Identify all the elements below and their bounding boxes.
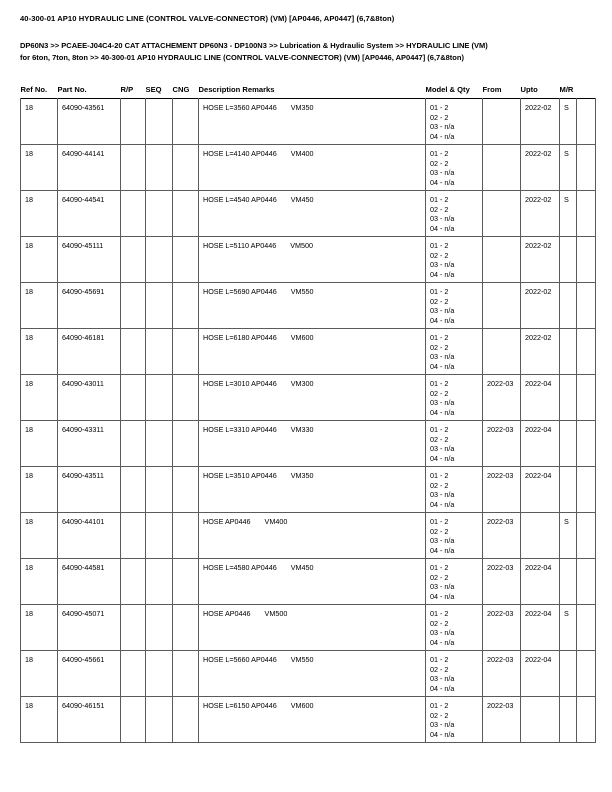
cell-model-qty bbox=[426, 191, 483, 237]
table-row bbox=[21, 375, 596, 421]
cell-seq bbox=[146, 283, 173, 329]
model-qty-line-2: 02 - 2 bbox=[430, 618, 449, 628]
model-qty-line-2: 02 - 2 bbox=[430, 572, 449, 582]
cell-rp bbox=[121, 559, 146, 605]
cell-seq bbox=[146, 605, 173, 651]
model-qty-line-3: 03 - n/a bbox=[430, 628, 455, 638]
cell-mr: S bbox=[560, 99, 577, 145]
cell-model-qty bbox=[426, 145, 483, 191]
description-text: HOSE AP0446 bbox=[203, 609, 251, 618]
column-header-seq: SEQ bbox=[145, 85, 162, 94]
model-qty-line-4: 04 - n/a bbox=[430, 131, 455, 141]
cell-cng bbox=[173, 651, 199, 697]
cell-spacer bbox=[577, 99, 596, 145]
model-qty-line-4: 04 - n/a bbox=[430, 545, 455, 555]
cell-ref-no: 18 bbox=[21, 329, 58, 375]
model-qty-line-2: 02 - 2 bbox=[430, 204, 449, 214]
cell-from: 2022-03 bbox=[483, 513, 521, 559]
model-qty-line-2: 02 - 2 bbox=[430, 480, 449, 490]
cell-mr bbox=[560, 283, 577, 329]
cell-description bbox=[199, 145, 426, 191]
cell-ref-no: 18 bbox=[21, 559, 58, 605]
model-qty-line-3: 03 - n/a bbox=[430, 444, 455, 454]
model-qty-line-4: 04 - n/a bbox=[430, 361, 455, 371]
cell-seq bbox=[146, 651, 173, 697]
cell-seq bbox=[146, 191, 173, 237]
model-qty-line-3: 03 - n/a bbox=[430, 490, 455, 500]
cell-spacer bbox=[577, 651, 596, 697]
cell-from: 2022-03 bbox=[483, 467, 521, 513]
cell-part-no: 64090-43511 bbox=[58, 467, 121, 513]
table-row bbox=[21, 145, 596, 191]
table-row bbox=[21, 605, 596, 651]
description-text: HOSE L=4580 AP0446 bbox=[203, 563, 277, 572]
cell-seq bbox=[146, 513, 173, 559]
model-qty-line-1: 01 - 2 bbox=[430, 195, 449, 204]
cell-part-no: 64090-44581 bbox=[58, 559, 121, 605]
cell-part-no: 64090-45691 bbox=[58, 283, 121, 329]
cell-upto: 2022-04 bbox=[521, 605, 560, 651]
description-model-code: VM450 bbox=[290, 563, 314, 572]
cell-model-qty bbox=[426, 329, 483, 375]
cell-rp bbox=[121, 283, 146, 329]
model-qty-line-1: 01 - 2 bbox=[430, 287, 449, 296]
cell-rp bbox=[121, 329, 146, 375]
model-qty-line-1: 01 - 2 bbox=[430, 333, 449, 342]
cell-rp bbox=[121, 513, 146, 559]
cell-seq bbox=[146, 375, 173, 421]
model-qty-line-4: 04 - n/a bbox=[430, 499, 455, 509]
cell-mr bbox=[560, 421, 577, 467]
model-qty-line-4: 04 - n/a bbox=[430, 453, 455, 463]
model-qty-line-1: 01 - 2 bbox=[430, 241, 449, 250]
model-qty-line-2: 02 - 2 bbox=[430, 296, 449, 306]
cell-from: 2022-03 bbox=[483, 421, 521, 467]
cell-mr bbox=[560, 329, 577, 375]
description-model-code: VM400 bbox=[264, 517, 288, 526]
model-qty-line-3: 03 - n/a bbox=[430, 260, 455, 270]
cell-ref-no: 18 bbox=[21, 283, 58, 329]
model-qty-line-2: 02 - 2 bbox=[430, 664, 449, 674]
cell-upto: 2022-02 bbox=[521, 237, 560, 283]
cell-description bbox=[199, 513, 426, 559]
cell-cng bbox=[173, 145, 199, 191]
cell-mr bbox=[560, 559, 577, 605]
cell-model-qty bbox=[426, 375, 483, 421]
cell-from bbox=[483, 191, 521, 237]
cell-seq bbox=[146, 237, 173, 283]
table-row bbox=[21, 467, 596, 513]
cell-description bbox=[199, 651, 426, 697]
model-qty-line-1: 01 - 2 bbox=[430, 103, 449, 112]
page-title: 40-300-01 AP10 HYDRAULIC LINE (CONTROL VALVE-CONNECTOR) (VM) [AP0446, AP0447] (6,7&8ton) bbox=[20, 14, 395, 23]
cell-upto: 2022-04 bbox=[521, 467, 560, 513]
description-text: HOSE L=6180 AP0446 bbox=[203, 333, 277, 342]
cell-ref-no: 18 bbox=[21, 145, 58, 191]
cell-description bbox=[199, 375, 426, 421]
column-header-description: Description Remarks bbox=[198, 85, 275, 94]
description-text: HOSE L=5660 AP0446 bbox=[203, 655, 277, 664]
model-qty-line-3: 03 - n/a bbox=[430, 674, 455, 684]
cell-upto: 2022-02 bbox=[521, 99, 560, 145]
cell-description bbox=[199, 421, 426, 467]
cell-cng bbox=[173, 467, 199, 513]
cell-part-no: 64090-43311 bbox=[58, 421, 121, 467]
table-header-row bbox=[21, 85, 596, 99]
cell-description bbox=[199, 697, 426, 743]
model-qty-line-3: 03 - n/a bbox=[430, 536, 455, 546]
column-header-rp: R/P bbox=[120, 85, 134, 94]
cell-seq bbox=[146, 467, 173, 513]
cell-mr bbox=[560, 237, 577, 283]
cell-upto: 2022-04 bbox=[521, 559, 560, 605]
model-qty-line-2: 02 - 2 bbox=[430, 710, 449, 720]
cell-part-no: 64090-44141 bbox=[58, 145, 121, 191]
cell-upto: 2022-02 bbox=[521, 329, 560, 375]
cell-ref-no: 18 bbox=[21, 237, 58, 283]
cell-rp bbox=[121, 99, 146, 145]
cell-seq bbox=[146, 145, 173, 191]
cell-mr bbox=[560, 697, 577, 743]
cell-upto bbox=[521, 513, 560, 559]
model-qty-line-3: 03 - n/a bbox=[430, 398, 455, 408]
description-model-code: VM450 bbox=[290, 195, 314, 204]
table-row bbox=[21, 651, 596, 697]
cell-seq bbox=[146, 421, 173, 467]
cell-spacer bbox=[577, 421, 596, 467]
cell-ref-no: 18 bbox=[21, 421, 58, 467]
column-header-spacer bbox=[577, 85, 596, 99]
cell-mr: S bbox=[560, 191, 577, 237]
description-model-code: VM350 bbox=[290, 471, 314, 480]
cell-part-no: 64090-46151 bbox=[58, 697, 121, 743]
cell-upto: 2022-02 bbox=[521, 283, 560, 329]
description-model-code: VM600 bbox=[290, 701, 314, 710]
cell-seq bbox=[146, 329, 173, 375]
cell-spacer bbox=[577, 467, 596, 513]
cell-description bbox=[199, 191, 426, 237]
model-qty-line-1: 01 - 2 bbox=[430, 655, 449, 664]
model-qty-line-1: 01 - 2 bbox=[430, 471, 449, 480]
breadcrumb-line-2: for 6ton, 7ton, 8ton >> 40-300-01 AP10 HYDRAULIC LINE (CONTROL VALVE-CONNECTOR) (VM) [AP0446, AP0447] (6,7&8ton) bbox=[20, 52, 464, 62]
cell-description bbox=[199, 559, 426, 605]
table-row bbox=[21, 237, 596, 283]
cell-seq bbox=[146, 559, 173, 605]
cell-from: 2022-03 bbox=[483, 375, 521, 421]
cell-model-qty bbox=[426, 99, 483, 145]
cell-spacer bbox=[577, 237, 596, 283]
cell-model-qty bbox=[426, 237, 483, 283]
cell-mr bbox=[560, 651, 577, 697]
cell-spacer bbox=[577, 191, 596, 237]
cell-rp bbox=[121, 605, 146, 651]
cell-spacer bbox=[577, 375, 596, 421]
model-qty-line-3: 03 - n/a bbox=[430, 582, 455, 592]
model-qty-line-4: 04 - n/a bbox=[430, 407, 455, 417]
cell-part-no: 64090-45661 bbox=[58, 651, 121, 697]
cell-from bbox=[483, 145, 521, 191]
model-qty-line-1: 01 - 2 bbox=[430, 379, 449, 388]
cell-description bbox=[199, 283, 426, 329]
breadcrumb bbox=[20, 40, 598, 63]
cell-description bbox=[199, 237, 426, 283]
cell-description bbox=[199, 99, 426, 145]
column-header-model-qty: Model & Qty bbox=[425, 85, 470, 94]
cell-model-qty bbox=[426, 697, 483, 743]
model-qty-line-3: 03 - n/a bbox=[430, 720, 455, 730]
cell-cng bbox=[173, 513, 199, 559]
description-text: HOSE L=4540 AP0446 bbox=[203, 195, 277, 204]
cell-model-qty bbox=[426, 513, 483, 559]
cell-from: 2022-03 bbox=[483, 697, 521, 743]
cell-rp bbox=[121, 421, 146, 467]
model-qty-line-3: 03 - n/a bbox=[430, 168, 455, 178]
cell-part-no: 64090-43561 bbox=[58, 99, 121, 145]
model-qty-line-2: 02 - 2 bbox=[430, 388, 449, 398]
model-qty-line-3: 03 - n/a bbox=[430, 122, 455, 132]
model-qty-line-3: 03 - n/a bbox=[430, 306, 455, 316]
cell-ref-no: 18 bbox=[21, 651, 58, 697]
model-qty-line-2: 02 - 2 bbox=[430, 158, 449, 168]
cell-from: 2022-03 bbox=[483, 651, 521, 697]
cell-rp bbox=[121, 145, 146, 191]
description-text: HOSE L=3510 AP0446 bbox=[203, 471, 277, 480]
cell-model-qty bbox=[426, 467, 483, 513]
table-row bbox=[21, 99, 596, 145]
description-text: HOSE L=6150 AP0446 bbox=[203, 701, 277, 710]
cell-upto: 2022-02 bbox=[521, 145, 560, 191]
cell-from bbox=[483, 329, 521, 375]
description-model-code: VM400 bbox=[290, 149, 314, 158]
cell-cng bbox=[173, 237, 199, 283]
model-qty-line-4: 04 - n/a bbox=[430, 591, 455, 601]
cell-seq bbox=[146, 99, 173, 145]
cell-from bbox=[483, 99, 521, 145]
cell-ref-no: 18 bbox=[21, 513, 58, 559]
model-qty-line-4: 04 - n/a bbox=[430, 683, 455, 693]
cell-seq bbox=[146, 697, 173, 743]
model-qty-line-4: 04 - n/a bbox=[430, 269, 455, 279]
cell-ref-no: 18 bbox=[21, 697, 58, 743]
cell-spacer bbox=[577, 329, 596, 375]
model-qty-line-1: 01 - 2 bbox=[430, 701, 449, 710]
cell-part-no: 64090-46181 bbox=[58, 329, 121, 375]
cell-upto: 2022-04 bbox=[521, 375, 560, 421]
description-text: HOSE L=3310 AP0446 bbox=[203, 425, 277, 434]
description-text: HOSE L=5110 AP0446 bbox=[203, 241, 277, 250]
column-header-ref-no: Ref No. bbox=[20, 85, 48, 94]
description-model-code: VM350 bbox=[290, 103, 314, 112]
table-row bbox=[21, 283, 596, 329]
cell-cng bbox=[173, 559, 199, 605]
table-row bbox=[21, 513, 596, 559]
cell-from bbox=[483, 283, 521, 329]
table-header bbox=[21, 85, 596, 99]
table-row bbox=[21, 421, 596, 467]
cell-model-qty bbox=[426, 651, 483, 697]
cell-spacer bbox=[577, 605, 596, 651]
cell-model-qty bbox=[426, 283, 483, 329]
model-qty-line-1: 01 - 2 bbox=[430, 149, 449, 158]
cell-cng bbox=[173, 697, 199, 743]
model-qty-line-4: 04 - n/a bbox=[430, 729, 455, 739]
cell-ref-no: 18 bbox=[21, 191, 58, 237]
breadcrumb-line-1: DP60N3 >> PCAEE-J04C4-20 CAT ATTACHEMENT DP60N3 - DP100N3 >> Lubrication & Hydraulic System >> HYDRAULIC LINE (VM) bbox=[20, 41, 488, 50]
table-row bbox=[21, 697, 596, 743]
cell-upto: 2022-02 bbox=[521, 191, 560, 237]
model-qty-line-2: 02 - 2 bbox=[430, 342, 449, 352]
cell-cng bbox=[173, 421, 199, 467]
cell-mr bbox=[560, 467, 577, 513]
column-header-mr: M/R bbox=[559, 85, 574, 94]
description-text: HOSE L=4140 AP0446 bbox=[203, 149, 277, 158]
model-qty-line-1: 01 - 2 bbox=[430, 517, 449, 526]
cell-rp bbox=[121, 191, 146, 237]
cell-rp bbox=[121, 697, 146, 743]
cell-ref-no: 18 bbox=[21, 375, 58, 421]
description-model-code: VM500 bbox=[264, 609, 288, 618]
cell-mr: S bbox=[560, 605, 577, 651]
cell-ref-no: 18 bbox=[21, 99, 58, 145]
description-text: HOSE L=3560 AP0446 bbox=[203, 103, 277, 112]
model-qty-line-2: 02 - 2 bbox=[430, 112, 449, 122]
cell-rp bbox=[121, 375, 146, 421]
cell-part-no: 64090-45111 bbox=[58, 237, 121, 283]
cell-rp bbox=[121, 237, 146, 283]
cell-cng bbox=[173, 329, 199, 375]
table-row bbox=[21, 559, 596, 605]
column-header-upto: Upto bbox=[520, 85, 538, 94]
model-qty-line-2: 02 - 2 bbox=[430, 434, 449, 444]
description-text: HOSE L=5690 AP0446 bbox=[203, 287, 277, 296]
cell-model-qty bbox=[426, 421, 483, 467]
column-header-part-no: Part No. bbox=[57, 85, 87, 94]
cell-part-no: 64090-45071 bbox=[58, 605, 121, 651]
cell-upto bbox=[521, 697, 560, 743]
cell-rp bbox=[121, 651, 146, 697]
model-qty-line-2: 02 - 2 bbox=[430, 526, 449, 536]
model-qty-line-3: 03 - n/a bbox=[430, 214, 455, 224]
cell-cng bbox=[173, 191, 199, 237]
model-qty-line-4: 04 - n/a bbox=[430, 177, 455, 187]
cell-model-qty bbox=[426, 605, 483, 651]
cell-description bbox=[199, 467, 426, 513]
cell-part-no: 64090-43011 bbox=[58, 375, 121, 421]
model-qty-line-4: 04 - n/a bbox=[430, 315, 455, 325]
column-header-cng: CNG bbox=[172, 85, 190, 94]
model-qty-line-2: 02 - 2 bbox=[430, 250, 449, 260]
description-model-code: VM600 bbox=[290, 333, 314, 342]
cell-spacer bbox=[577, 283, 596, 329]
cell-part-no: 64090-44541 bbox=[58, 191, 121, 237]
model-qty-line-1: 01 - 2 bbox=[430, 563, 449, 572]
cell-upto: 2022-04 bbox=[521, 651, 560, 697]
cell-model-qty bbox=[426, 559, 483, 605]
description-model-code: VM500 bbox=[290, 241, 313, 250]
parts-table bbox=[20, 85, 596, 743]
cell-mr: S bbox=[560, 145, 577, 191]
cell-upto: 2022-04 bbox=[521, 421, 560, 467]
cell-from: 2022-03 bbox=[483, 605, 521, 651]
cell-cng bbox=[173, 605, 199, 651]
cell-from bbox=[483, 237, 521, 283]
cell-part-no: 64090-44101 bbox=[58, 513, 121, 559]
description-model-code: VM300 bbox=[290, 379, 314, 388]
cell-description bbox=[199, 605, 426, 651]
model-qty-line-4: 04 - n/a bbox=[430, 223, 455, 233]
cell-cng bbox=[173, 375, 199, 421]
table-body bbox=[21, 99, 596, 743]
cell-from: 2022-03 bbox=[483, 559, 521, 605]
model-qty-line-1: 01 - 2 bbox=[430, 609, 449, 618]
cell-cng bbox=[173, 283, 199, 329]
cell-ref-no: 18 bbox=[21, 605, 58, 651]
description-text: HOSE L=3010 AP0446 bbox=[203, 379, 277, 388]
cell-spacer bbox=[577, 145, 596, 191]
column-header-from: From bbox=[482, 85, 502, 94]
cell-spacer bbox=[577, 559, 596, 605]
cell-mr: S bbox=[560, 513, 577, 559]
description-model-code: VM330 bbox=[290, 425, 314, 434]
model-qty-line-3: 03 - n/a bbox=[430, 352, 455, 362]
description-model-code: VM550 bbox=[290, 655, 314, 664]
cell-mr bbox=[560, 375, 577, 421]
cell-cng bbox=[173, 99, 199, 145]
cell-spacer bbox=[577, 513, 596, 559]
cell-rp bbox=[121, 467, 146, 513]
cell-description bbox=[199, 329, 426, 375]
cell-ref-no: 18 bbox=[21, 467, 58, 513]
description-text: HOSE AP0446 bbox=[203, 517, 251, 526]
description-model-code: VM550 bbox=[290, 287, 314, 296]
cell-spacer bbox=[577, 697, 596, 743]
model-qty-line-4: 04 - n/a bbox=[430, 637, 455, 647]
table-row bbox=[21, 329, 596, 375]
table-row bbox=[21, 191, 596, 237]
model-qty-line-1: 01 - 2 bbox=[430, 425, 449, 434]
